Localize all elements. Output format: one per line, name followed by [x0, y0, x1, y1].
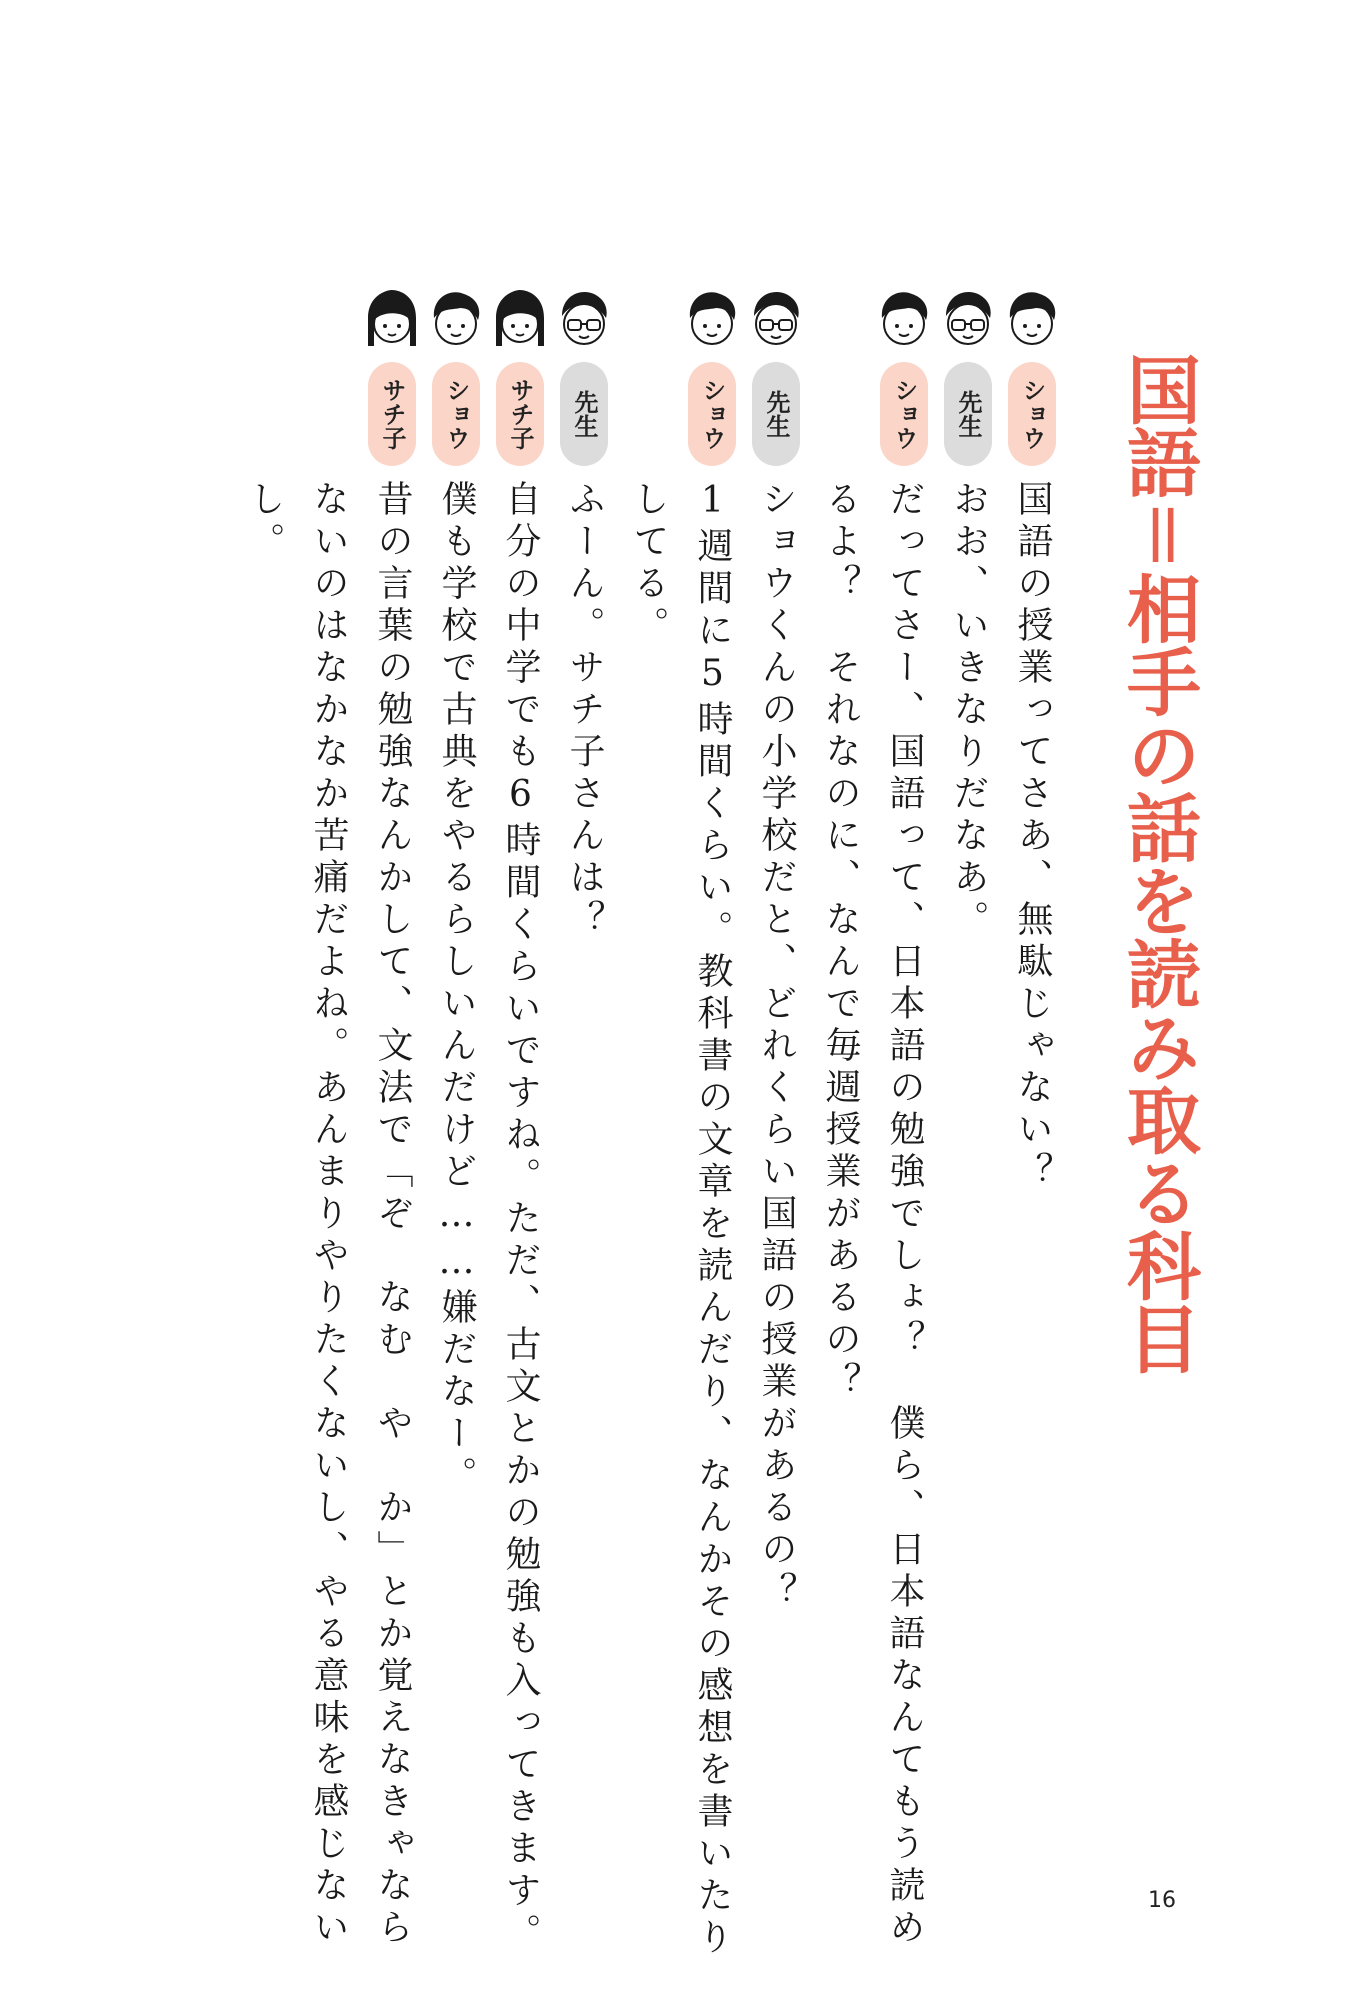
- girl-face-icon: [366, 290, 418, 348]
- dialogue-text: し。: [244, 480, 285, 564]
- dialogue-line-7: [488, 290, 552, 1955]
- boy-face-icon: [430, 290, 482, 348]
- dialogue-line-8: [424, 290, 488, 1770]
- boy-face-icon: [1006, 290, 1058, 348]
- dialogue-line-4: [744, 290, 808, 1770]
- dialogue-line-9: [360, 290, 424, 1950]
- speaker-badge: 先生: [560, 362, 608, 466]
- dialogue-text: 昔の言葉の勉強なんかして、文法で「ぞ なむ や か」とか覚えなきゃなら: [372, 480, 413, 1950]
- dialogue-line-9-continued: [296, 290, 360, 1950]
- dialogue-text: ないのはなかなか苦痛だよね。あんまりやりたくないし、やる意味を感じない: [308, 480, 349, 1950]
- dialogue-line-6: [552, 290, 616, 1770]
- dialogue-text: 自分の中学でも6時間くらいですね。ただ、古文とかの勉強も入ってきます。: [500, 480, 541, 1955]
- dialogue-text: 僕も学校で古典をやるらしいんだけど……嫌だなー。: [436, 480, 477, 1498]
- dialogue-text: してる。: [628, 480, 669, 648]
- page-title: 国語＝相手の話を読み取る科目: [1115, 352, 1201, 1374]
- dialogue-line-3: [872, 290, 936, 1950]
- speaker-badge: 先生: [752, 362, 800, 466]
- teacher-glasses-face-icon: [750, 290, 802, 348]
- dialogue-text: おお、いきなりだなあ。: [948, 480, 989, 942]
- speaker-badge: ショウ: [1008, 362, 1056, 466]
- teacher-glasses-face-icon: [942, 290, 994, 348]
- teacher-glasses-face-icon: [558, 290, 610, 348]
- dialogue-line-5-continued: [616, 290, 680, 1770]
- dialogue-text: 国語の授業ってさあ、無駄じゃない？: [1012, 480, 1053, 1194]
- dialogue-text: 1週間に5時間くらい。教科書の文章を読んだり、なんかその感想を書いたり: [692, 480, 733, 1960]
- dialogue-line-5: [680, 290, 744, 1960]
- speaker-badge: ショウ: [880, 362, 928, 466]
- dialogue-text: ふーん。サチ子さんは？: [564, 480, 605, 942]
- dialogue-text: るよ？ それなのに、なんで毎週授業があるの？: [820, 480, 861, 1404]
- speaker-badge: ショウ: [432, 362, 480, 466]
- speaker-badge: ショウ: [688, 362, 736, 466]
- boy-face-icon: [686, 290, 738, 348]
- speaker-badge: サチ子: [496, 362, 544, 466]
- girl-face-icon: [494, 290, 546, 348]
- dialogue-text: だってさー、国語って、日本語の勉強でしょ？ 僕ら、日本語なんてもう読め: [884, 480, 925, 1950]
- dialogue-text: ショウくんの小学校だと、どれくらい国語の授業があるの？: [756, 480, 797, 1614]
- speaker-badge: サチ子: [368, 362, 416, 466]
- page-number: 16: [1148, 1888, 1176, 1913]
- dialogue-line-9-continued-2: [232, 290, 296, 1770]
- speaker-badge: 先生: [944, 362, 992, 466]
- dialogue-line-1: [1000, 290, 1064, 1770]
- dialogue-line-3-continued: [808, 290, 872, 1770]
- dialogue-line-2: [936, 290, 1000, 1770]
- boy-face-icon: [878, 290, 930, 348]
